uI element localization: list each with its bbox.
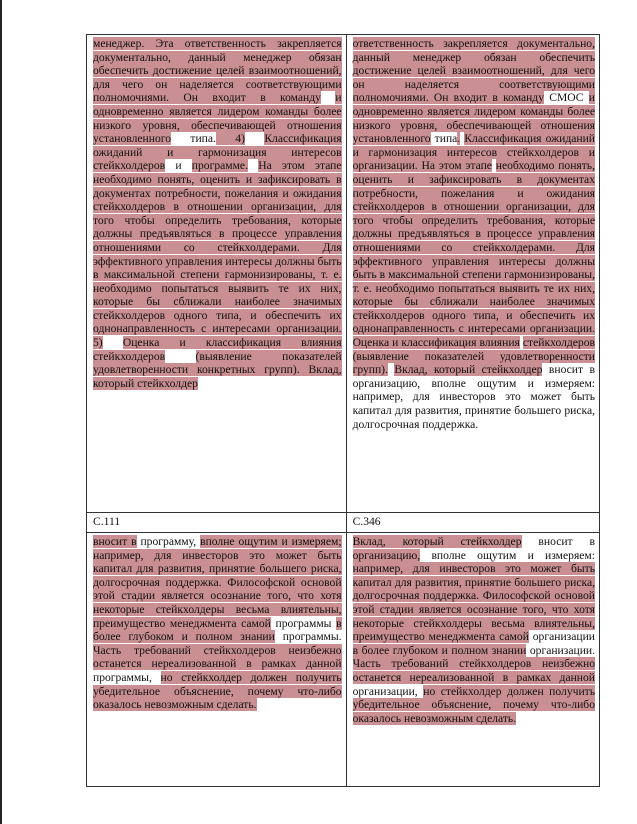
unmatched-text-fragment: программу,: [136, 535, 197, 548]
table-row: [87, 533, 600, 787]
unmatched-text-fragment: типа.: [171, 132, 216, 146]
matched-text-fragment: Классификация ожиданий и гармонизация интересов стейкхолдеров: [93, 132, 342, 173]
unmatched-text-fragment: [103, 336, 123, 349]
unmatched-text-fragment: [321, 91, 335, 104]
unmatched-text-fragment: и: [165, 159, 192, 173]
unmatched-text-fragment: типа: [430, 132, 458, 146]
unmatched-text-fragment: организации: [528, 630, 595, 644]
matched-text-fragment: например, для инвесторов это может быть капитал для развития, принятие большего риска, долгосрочная поддержка. Философской основой этой стадии является осознание того, что хотя некоторые стейкхолдеры весьма влиятельны, преимущество менеджмента самой: [93, 548, 342, 630]
page-reference-right: С.346: [346, 513, 599, 533]
matched-text-fragment: ответственность закрепляется документально, данный менеджер обязан обеспечить достижение целей взаимоотношений, для чего он наделяется соответствующими полномочиями. Он входит в команду: [352, 37, 595, 105]
matched-text-fragment: например, для инвесторов это может быть капитал для развития, принятие большего риска, долгосрочная поддержка. Философской основой этой стадии является осознание того, что хотя некоторые стейкхолдеры весьма влиятельны, преимущество менеджмента самой: [352, 562, 595, 644]
unmatched-text-fragment: СМОС: [544, 91, 589, 105]
unmatched-text-fragment: вполне ощутим и измеряем:: [420, 548, 595, 562]
matched-text-fragment: На этом этапе: [258, 159, 342, 173]
cell-source-text-bottom: [87, 533, 347, 787]
page-reference-left: С.111: [87, 513, 347, 533]
matched-text-fragment: необходимо понять, оценить и зафиксировать в документах потребности, пожелания и ожидания стейкхолдеров в отношении организации, для того чтобы определить требования, которые должны предъявляться в процессе управления отношениями со стейкхолдерами. Для эффективного управления интересы должны быть в максимальной степени гармонизированы, т. е. необходимо попытаться выявить те их них, которые бы сближали наиболее значимых стейкхолдеров одного типа, и обеспечить их однонаправленность с интересами организации.: [93, 172, 342, 336]
matched-text-fragment: Классификация ожиданий и гармонизация интересов стейкхолдеров и организации. На этом этапе: [352, 132, 595, 173]
comparison-table: [86, 34, 600, 787]
matched-text-fragment: (выявление показателей удовлетворенности конкретных групп). Вклад, который стейкхолдер: [93, 349, 342, 390]
matched-text-fragment: 5): [93, 336, 103, 350]
matched-text-fragment: вносит в: [93, 535, 137, 548]
matched-text-fragment: Оценка и классификация влияния стейкхолдеров: [93, 336, 342, 363]
cell-source-text-top: [87, 35, 347, 513]
unmatched-text-fragment: вносит в: [521, 535, 596, 548]
unmatched-text-fragment: организации,: [352, 684, 418, 698]
matched-text-fragment: программе.: [191, 159, 248, 173]
unmatched-text-fragment: организации.: [526, 643, 595, 657]
matched-text-fragment: организацию,: [352, 548, 421, 562]
matched-text-fragment: стейкхолдеров: [522, 336, 595, 350]
page-left-edge-line: [0, 0, 2, 824]
table-row: [87, 35, 600, 513]
unmatched-text-fragment: [165, 350, 195, 363]
matched-text-fragment: Оценка и классификация влияния: [352, 336, 520, 350]
cell-compared-text-top: [346, 35, 599, 513]
table-row: [87, 513, 600, 533]
matched-text-fragment: но стейкхолдер должен получить убедительное объяснение, почему что-либо оказалось невозможным сделать.: [352, 684, 595, 725]
unmatched-text-fragment: [152, 671, 161, 684]
unmatched-text-fragment: программы,: [93, 670, 152, 684]
unmatched-text-fragment: [248, 159, 258, 172]
matched-text-fragment: (выявление показателей удовлетворенности групп).: [352, 349, 595, 377]
cell-compared-text-bottom: [346, 533, 599, 787]
matched-text-fragment: Часть требований стейкхолдеров неизбежно останется нереализованной в рамках данной: [352, 657, 595, 684]
matched-text-fragment: в более глубоком и полном знании: [352, 643, 527, 657]
matched-text-fragment: Вклад, который стейкхолдер: [352, 535, 522, 548]
matched-text-fragment: менеджер. Эта ответственность закрепляется документально, данный менеджер обязан обеспечить достижение целей взаимоотношений, для чего он наделяется соответствующими полномочиями. Он входит в команду: [93, 37, 342, 105]
unmatched-text-fragment: программы: [270, 616, 337, 630]
matched-text-fragment: 4): [215, 132, 245, 146]
matched-text-fragment: и одновременно является лидером команды более низкого уровня, обеспечивающей отношения установленного: [352, 91, 595, 146]
matched-text-fragment: необходимо понять, оценить и зафиксировать в документах потребности, пожелания и ожидания стейкхолдеров в отношении организации, для того чтобы определить требования, которые должны предъявляться в процессе управления отношениями со стейкхолдерами. Для эффективного управления интересы должны быть в максимальной степени гармонизированы, т. е. необходимо попытаться выявить те их них, которые бы сближали наиболее значимых стейкхолдеров одного типа, и обеспечить их однонаправленность с интересами организации.: [352, 159, 595, 336]
unmatched-text-fragment: программы.: [274, 630, 342, 644]
matched-text-fragment: Вклад, который стейкхолдер: [394, 363, 543, 377]
matched-text-fragment: и одновременно является лидером команды более низкого уровня, обеспечивающей отношения установленного: [93, 91, 342, 146]
matched-text-fragment: вполне ощутим и измеряем;: [200, 535, 342, 548]
matched-text-fragment: в более глубоком и полном знании: [93, 616, 342, 644]
unmatched-text-fragment: [245, 132, 264, 145]
matched-text-fragment: .: [457, 132, 461, 146]
matched-text-fragment: но стейкхолдер должен получить убедительное объяснение, почему что-либо оказалось невозможным сделать.: [93, 670, 342, 712]
matched-text-fragment: Часть требований стейкхолдеров неизбежно останется нереализованной в рамках данной: [93, 643, 342, 671]
unmatched-text-fragment: вносит в организацию, вполне ощутим и измеряем: например, для инвесторов это может быть капитал для развития, принятие большего риска, долгосрочная поддержка.: [352, 363, 596, 431]
